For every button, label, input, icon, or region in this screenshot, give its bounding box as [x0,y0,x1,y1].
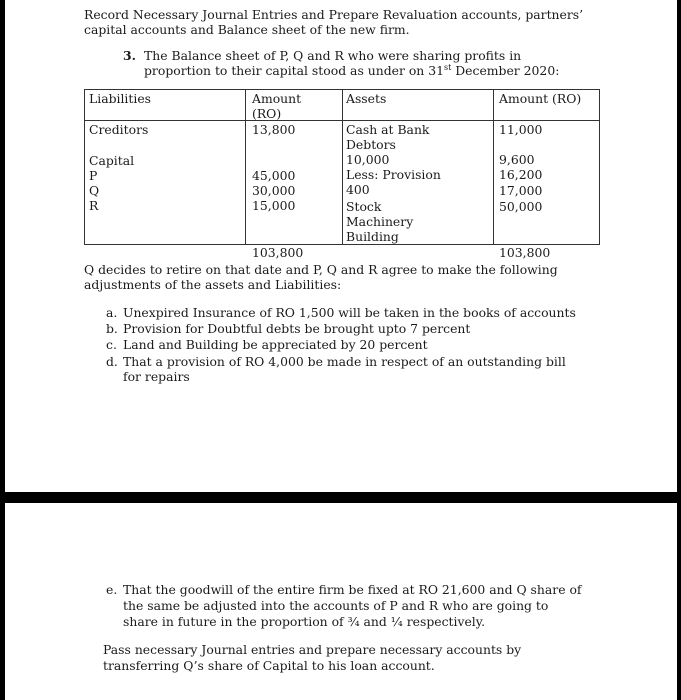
question-number: 3. [123,48,136,63]
asset-less-provision: Less: Provision [346,167,441,182]
table-left-border [84,89,85,245]
total-liabilities: 103,800 [252,245,304,260]
asset-stock: Stock [346,199,382,214]
total-assets: 103,800 [499,245,551,260]
adjustment-a-letter: a. [106,305,118,320]
question-line-1: The Balance sheet of P, Q and R who were sharing profits in [144,48,522,63]
amount-creditors: 13,800 [252,122,296,137]
instruction-line-2: transferring Q’s share of Capital to his loan account. [103,658,435,673]
adjustment-d-letter: d. [106,354,118,369]
liability-creditors: Creditors [89,122,149,137]
adjustment-a-text: Unexpired Insurance of RO 1,500 will be taken in the books of accounts [123,305,576,320]
heading-line-1: Record Necessary Journal Entries and Prepare Revaluation accounts, partners’ [84,7,584,22]
adjustment-c-text: Land and Building be appreciated by 20 percent [123,337,428,352]
amount-capital-p: 45,000 [252,168,296,183]
adjustment-d-text-1: That a provision of RO 4,000 be made in respect of an outstanding bill [123,354,566,369]
amount-stock: 16,200 [499,167,543,182]
header-amount-assets: Amount (RO) [499,91,582,106]
adjustment-e-line-1: That the goodwill of the entire firm be fixed at RO 21,600 and Q share of [123,582,582,597]
amount-capital-r: 15,000 [252,198,296,213]
asset-cash-at-bank: Cash at Bank [346,122,430,137]
amount-debtors-net: 9,600 [499,152,535,167]
liability-capital-r: R [89,198,99,213]
instruction-line-1: Pass necessary Journal entries and prepare necessary accounts by [103,642,522,657]
heading-line-2: capital accounts and Balance sheet of the new firm. [84,22,410,37]
amount-building: 50,000 [499,199,543,214]
header-assets: Assets [346,91,387,106]
page-two [5,503,677,700]
amount-capital-q: 30,000 [252,183,296,198]
adjustment-c-letter: c. [106,337,117,352]
header-amount-unit: (RO) [252,106,282,121]
adjustment-e-line-2: the same be adjusted into the accounts of P and R who are going to [123,598,549,613]
adjustment-e-letter: e. [106,582,118,597]
table-right-border [599,89,600,245]
header-amount: Amount [252,91,302,106]
retire-line-1: Q decides to retire on that date and P, Q and R agree to make the following [84,262,558,277]
question-line-2: proportion to their capital stood as under on 31st December 2020: [144,62,560,78]
asset-machinery: Machinery [346,214,414,229]
liability-capital-p: P [89,168,98,183]
adjustment-d-text-2: for repairs [123,369,190,384]
table-col-divider-2 [342,89,343,245]
table-col-divider-3 [493,89,494,245]
liability-capital: Capital [89,153,135,168]
asset-debtors: Debtors [346,137,396,152]
table-col-divider-1 [245,89,246,245]
retire-line-2: adjustments of the assets and Liabilities: [84,277,342,292]
header-liabilities: Liabilities [89,91,152,106]
liability-capital-q: Q [89,183,100,198]
asset-provision-amount: 400 [346,182,370,197]
asset-debtors-gross: 10,000 [346,152,390,167]
amount-machinery: 17,000 [499,183,543,198]
adjustment-e-line-3: share in future in the proportion of ¾ and ¼ respectively. [123,614,486,629]
page-one [5,0,677,492]
adjustment-b-letter: b. [106,321,118,336]
amount-cash-at-bank: 11,000 [499,122,543,137]
adjustment-b-text: Provision for Doubtful debts be brought upto 7 percent [123,321,471,336]
asset-building: Building [346,229,399,244]
